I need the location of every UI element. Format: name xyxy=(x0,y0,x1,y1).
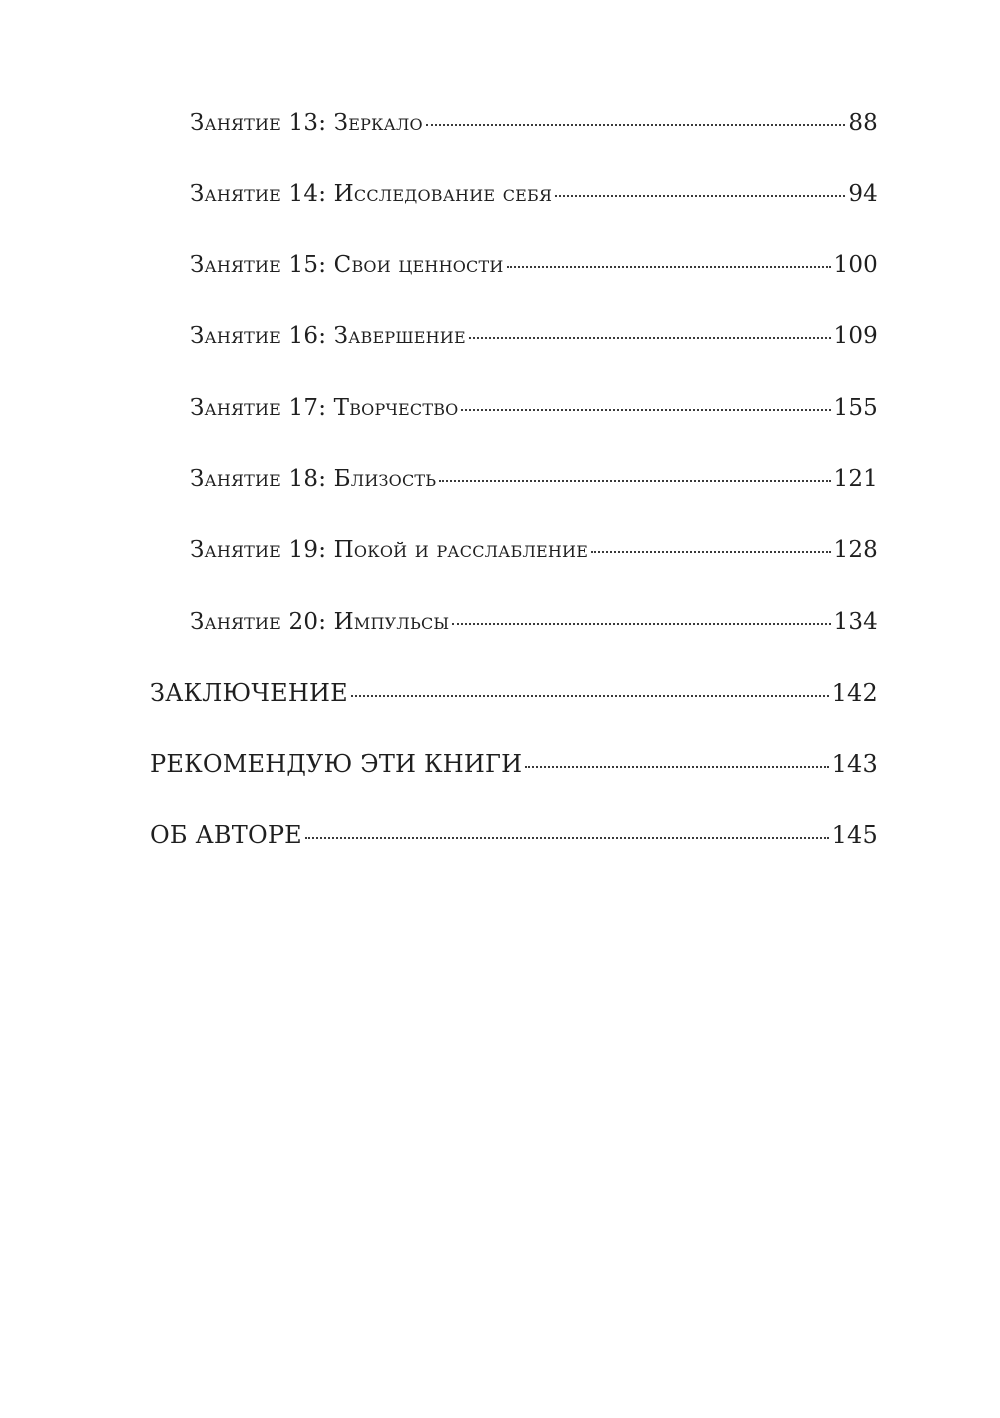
dot-leader xyxy=(461,409,830,411)
toc-entry[interactable] xyxy=(150,744,878,784)
dot-leader xyxy=(591,551,830,553)
toc-entry-page: 145 xyxy=(831,821,878,849)
toc-entry[interactable] xyxy=(190,388,878,428)
toc-entry-page: 100 xyxy=(833,252,878,278)
dot-leader xyxy=(469,337,831,339)
dot-leader xyxy=(439,480,830,482)
toc-entry-title: Занятие 19: Покой и расслабление xyxy=(190,537,589,563)
toc-entry-page: 142 xyxy=(831,679,878,707)
toc-entry-page: 121 xyxy=(833,466,878,492)
dot-leader xyxy=(305,837,829,839)
toc-entry-title: Занятие 15: Свои ценности xyxy=(190,252,504,278)
toc-entry-page: 155 xyxy=(833,395,878,421)
toc-entry[interactable] xyxy=(190,174,878,214)
toc-entry-title: ЗАКЛЮЧЕНИЕ xyxy=(150,679,348,707)
toc-entry-page: 94 xyxy=(848,181,878,207)
dot-leader xyxy=(555,195,845,197)
toc-entry-page: 109 xyxy=(833,323,878,349)
toc-entry[interactable] xyxy=(190,459,878,499)
dot-leader xyxy=(351,695,829,697)
toc-entry[interactable] xyxy=(150,815,878,855)
toc-entry-title: РЕКОМЕНДУЮ ЭТИ КНИГИ xyxy=(150,750,523,778)
dot-leader xyxy=(507,266,831,268)
toc-entry[interactable] xyxy=(190,316,878,356)
toc-entry[interactable] xyxy=(190,103,878,143)
toc-entry-title: ОБ АВТОРЕ xyxy=(150,821,302,849)
toc-entry-page: 88 xyxy=(848,110,878,136)
dot-leader xyxy=(426,124,846,126)
toc-entry-page: 128 xyxy=(833,537,878,563)
toc-entry-title: Занятие 18: Близость xyxy=(190,466,437,492)
toc-entry-page: 134 xyxy=(833,609,878,635)
dot-leader xyxy=(452,623,830,625)
toc-entry-title: Занятие 17: Творчество xyxy=(190,395,459,421)
toc-entry[interactable] xyxy=(190,602,878,642)
toc-entry-title: Занятие 20: Импульсы xyxy=(190,609,450,635)
toc-entry-title: Занятие 13: Зеркало xyxy=(190,110,423,136)
toc-entry-title: Занятие 14: Исследование себя xyxy=(190,181,553,207)
toc-entry[interactable] xyxy=(150,673,878,713)
toc-entry-page: 143 xyxy=(831,750,878,778)
toc-entry-title: Занятие 16: Завершение xyxy=(190,323,466,349)
toc-entry[interactable] xyxy=(190,245,878,285)
dot-leader xyxy=(525,766,828,768)
toc-entry[interactable] xyxy=(190,530,878,570)
